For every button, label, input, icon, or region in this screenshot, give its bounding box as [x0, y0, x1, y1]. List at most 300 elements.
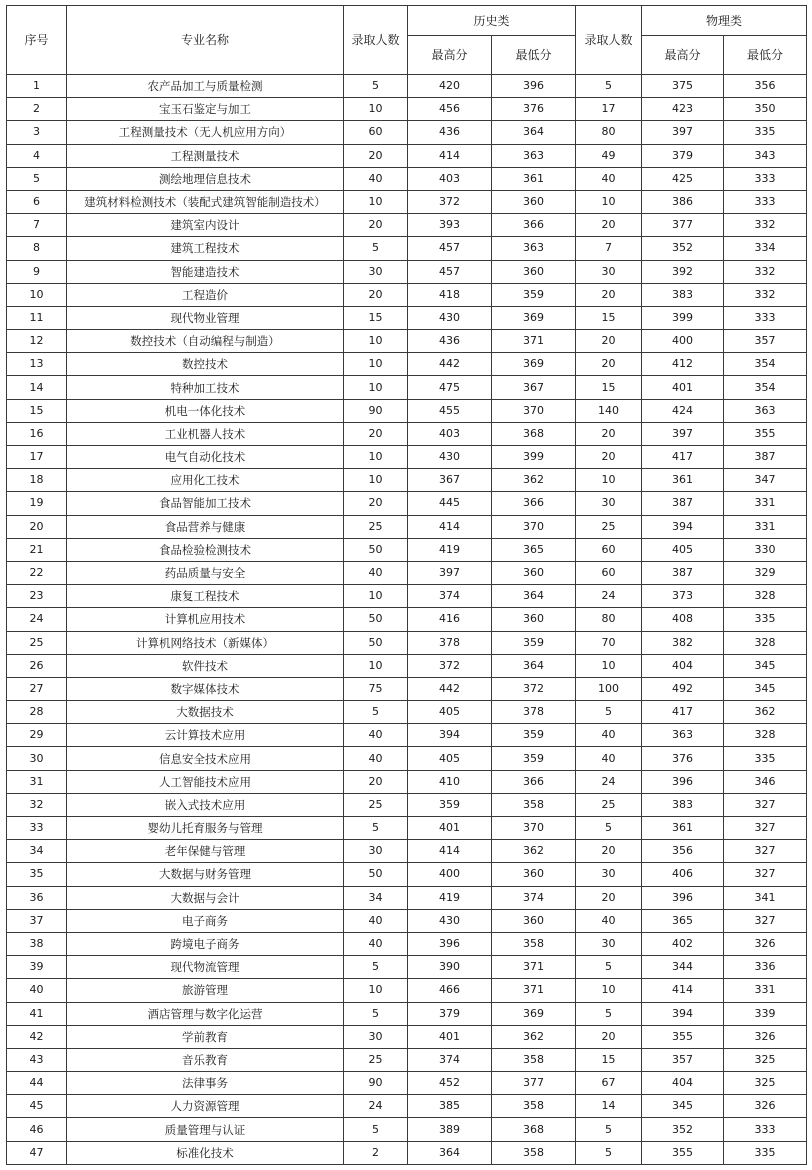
physics-max-cell: 404 — [642, 654, 724, 677]
seq-cell: 19 — [7, 492, 67, 515]
history-admitted-cell: 10 — [344, 469, 408, 492]
physics-min-cell: 327 — [724, 863, 807, 886]
header-history-group: 历史类 — [408, 6, 576, 36]
seq-cell: 12 — [7, 330, 67, 353]
history-max-cell: 457 — [408, 260, 492, 283]
seq-cell: 31 — [7, 770, 67, 793]
table-row — [7, 144, 807, 167]
table-row — [7, 608, 807, 631]
table-row — [7, 886, 807, 909]
history-max-cell: 394 — [408, 724, 492, 747]
history-admitted-cell: 5 — [344, 817, 408, 840]
physics-min-cell: 325 — [724, 1072, 807, 1095]
history-admitted-cell: 50 — [344, 631, 408, 654]
major-name-cell: 食品检验检测技术 — [67, 538, 344, 561]
history-max-cell: 456 — [408, 98, 492, 121]
major-name-cell: 大数据技术 — [67, 701, 344, 724]
history-admitted-cell: 75 — [344, 677, 408, 700]
physics-admitted-cell: 40 — [576, 909, 642, 932]
table-row — [7, 677, 807, 700]
physics-min-cell: 327 — [724, 909, 807, 932]
physics-max-cell: 373 — [642, 585, 724, 608]
major-name-cell: 音乐教育 — [67, 1048, 344, 1071]
physics-admitted-cell: 30 — [576, 492, 642, 515]
physics-max-cell: 345 — [642, 1095, 724, 1118]
major-name-cell: 法律事务 — [67, 1072, 344, 1095]
history-min-cell: 364 — [492, 121, 576, 144]
major-name-cell: 大数据与会计 — [67, 886, 344, 909]
physics-min-cell: 332 — [724, 214, 807, 237]
physics-max-cell: 417 — [642, 446, 724, 469]
history-admitted-cell: 20 — [344, 144, 408, 167]
major-name-cell: 计算机应用技术 — [67, 608, 344, 631]
table-row — [7, 1048, 807, 1071]
table-row — [7, 1095, 807, 1118]
history-admitted-cell: 5 — [344, 75, 408, 98]
physics-min-cell: 331 — [724, 515, 807, 538]
physics-admitted-cell: 80 — [576, 608, 642, 631]
seq-cell: 23 — [7, 585, 67, 608]
history-admitted-cell: 25 — [344, 1048, 408, 1071]
major-name-cell: 嵌入式技术应用 — [67, 793, 344, 816]
seq-cell: 39 — [7, 956, 67, 979]
physics-max-cell: 396 — [642, 886, 724, 909]
table-row — [7, 817, 807, 840]
physics-min-cell: 327 — [724, 840, 807, 863]
physics-admitted-cell: 20 — [576, 330, 642, 353]
major-name-cell: 老年保健与管理 — [67, 840, 344, 863]
table-row — [7, 1118, 807, 1141]
history-min-cell: 365 — [492, 538, 576, 561]
physics-min-cell: 329 — [724, 561, 807, 584]
physics-admitted-cell: 20 — [576, 283, 642, 306]
seq-cell: 11 — [7, 306, 67, 329]
physics-min-cell: 331 — [724, 492, 807, 515]
history-min-cell: 360 — [492, 909, 576, 932]
history-admitted-cell: 40 — [344, 747, 408, 770]
physics-admitted-cell: 5 — [576, 817, 642, 840]
history-min-cell: 372 — [492, 677, 576, 700]
history-admitted-cell: 30 — [344, 1025, 408, 1048]
seq-cell: 18 — [7, 469, 67, 492]
table-row — [7, 353, 807, 376]
seq-cell: 41 — [7, 1002, 67, 1025]
header-physics-admitted: 录取人数 — [576, 6, 642, 75]
major-name-cell: 人力资源管理 — [67, 1095, 344, 1118]
history-min-cell: 367 — [492, 376, 576, 399]
physics-min-cell: 355 — [724, 422, 807, 445]
physics-admitted-cell: 20 — [576, 1025, 642, 1048]
physics-max-cell: 361 — [642, 469, 724, 492]
history-min-cell: 362 — [492, 840, 576, 863]
seq-cell: 28 — [7, 701, 67, 724]
history-min-cell: 359 — [492, 724, 576, 747]
physics-admitted-cell: 5 — [576, 1141, 642, 1164]
table-row — [7, 214, 807, 237]
seq-cell: 35 — [7, 863, 67, 886]
physics-admitted-cell: 25 — [576, 793, 642, 816]
table-row — [7, 306, 807, 329]
header-physics-min: 最低分 — [724, 36, 807, 75]
history-admitted-cell: 40 — [344, 909, 408, 932]
history-max-cell: 378 — [408, 631, 492, 654]
physics-max-cell: 406 — [642, 863, 724, 886]
major-name-cell: 数控技术 — [67, 353, 344, 376]
physics-max-cell: 352 — [642, 1118, 724, 1141]
physics-min-cell: 387 — [724, 446, 807, 469]
table-row — [7, 1002, 807, 1025]
history-admitted-cell: 5 — [344, 701, 408, 724]
physics-admitted-cell: 40 — [576, 167, 642, 190]
table-row — [7, 863, 807, 886]
physics-min-cell: 347 — [724, 469, 807, 492]
table-row — [7, 492, 807, 515]
physics-min-cell: 335 — [724, 1141, 807, 1164]
history-min-cell: 370 — [492, 817, 576, 840]
physics-max-cell: 377 — [642, 214, 724, 237]
seq-cell: 26 — [7, 654, 67, 677]
major-name-cell: 数字媒体技术 — [67, 677, 344, 700]
history-min-cell: 358 — [492, 1095, 576, 1118]
table-row — [7, 98, 807, 121]
history-admitted-cell: 5 — [344, 956, 408, 979]
history-admitted-cell: 2 — [344, 1141, 408, 1164]
major-name-cell: 康复工程技术 — [67, 585, 344, 608]
physics-max-cell: 387 — [642, 492, 724, 515]
major-name-cell: 学前教育 — [67, 1025, 344, 1048]
seq-cell: 20 — [7, 515, 67, 538]
history-admitted-cell: 90 — [344, 399, 408, 422]
physics-max-cell: 408 — [642, 608, 724, 631]
history-min-cell: 358 — [492, 1141, 576, 1164]
history-max-cell: 445 — [408, 492, 492, 515]
physics-min-cell: 334 — [724, 237, 807, 260]
table-row — [7, 260, 807, 283]
history-admitted-cell: 10 — [344, 98, 408, 121]
table-row — [7, 330, 807, 353]
history-max-cell: 364 — [408, 1141, 492, 1164]
history-max-cell: 401 — [408, 817, 492, 840]
physics-max-cell: 492 — [642, 677, 724, 700]
history-min-cell: 359 — [492, 631, 576, 654]
major-name-cell: 标准化技术 — [67, 1141, 344, 1164]
history-min-cell: 371 — [492, 956, 576, 979]
major-name-cell: 婴幼儿托育服务与管理 — [67, 817, 344, 840]
history-max-cell: 418 — [408, 283, 492, 306]
major-name-cell: 跨境电子商务 — [67, 932, 344, 955]
table-row — [7, 956, 807, 979]
history-max-cell: 405 — [408, 747, 492, 770]
seq-cell: 33 — [7, 817, 67, 840]
history-max-cell: 419 — [408, 886, 492, 909]
physics-admitted-cell: 40 — [576, 747, 642, 770]
seq-cell: 47 — [7, 1141, 67, 1164]
history-max-cell: 397 — [408, 561, 492, 584]
history-min-cell: 368 — [492, 422, 576, 445]
major-name-cell: 农产品加工与质量检测 — [67, 75, 344, 98]
history-admitted-cell: 40 — [344, 167, 408, 190]
physics-max-cell: 387 — [642, 561, 724, 584]
physics-admitted-cell: 24 — [576, 585, 642, 608]
physics-min-cell: 332 — [724, 283, 807, 306]
physics-admitted-cell: 17 — [576, 98, 642, 121]
seq-cell: 16 — [7, 422, 67, 445]
history-min-cell: 360 — [492, 863, 576, 886]
header-seq: 序号 — [7, 6, 67, 75]
history-max-cell: 430 — [408, 306, 492, 329]
history-min-cell: 363 — [492, 237, 576, 260]
history-admitted-cell: 20 — [344, 283, 408, 306]
history-admitted-cell: 10 — [344, 979, 408, 1002]
history-max-cell: 359 — [408, 793, 492, 816]
major-name-cell: 现代物业管理 — [67, 306, 344, 329]
seq-cell: 3 — [7, 121, 67, 144]
major-name-cell: 电气自动化技术 — [67, 446, 344, 469]
seq-cell: 10 — [7, 283, 67, 306]
table-row — [7, 1141, 807, 1164]
physics-admitted-cell: 20 — [576, 446, 642, 469]
table-row — [7, 121, 807, 144]
physics-max-cell: 383 — [642, 283, 724, 306]
physics-min-cell: 345 — [724, 677, 807, 700]
physics-max-cell: 352 — [642, 237, 724, 260]
physics-max-cell: 423 — [642, 98, 724, 121]
table-row — [7, 283, 807, 306]
physics-max-cell: 396 — [642, 770, 724, 793]
physics-admitted-cell: 24 — [576, 770, 642, 793]
history-admitted-cell: 5 — [344, 1118, 408, 1141]
history-max-cell: 372 — [408, 190, 492, 213]
physics-min-cell: 332 — [724, 260, 807, 283]
physics-max-cell: 400 — [642, 330, 724, 353]
table-row — [7, 167, 807, 190]
history-max-cell: 436 — [408, 330, 492, 353]
table-row — [7, 190, 807, 213]
seq-cell: 9 — [7, 260, 67, 283]
table-row — [7, 515, 807, 538]
physics-max-cell: 375 — [642, 75, 724, 98]
table-row — [7, 1072, 807, 1095]
physics-admitted-cell: 70 — [576, 631, 642, 654]
history-min-cell: 358 — [492, 932, 576, 955]
physics-admitted-cell: 10 — [576, 654, 642, 677]
history-max-cell: 374 — [408, 585, 492, 608]
history-min-cell: 374 — [492, 886, 576, 909]
history-min-cell: 360 — [492, 608, 576, 631]
major-name-cell: 电子商务 — [67, 909, 344, 932]
table-row — [7, 469, 807, 492]
table-row — [7, 631, 807, 654]
history-min-cell: 360 — [492, 561, 576, 584]
physics-admitted-cell: 67 — [576, 1072, 642, 1095]
history-min-cell: 362 — [492, 469, 576, 492]
major-name-cell: 建筑工程技术 — [67, 237, 344, 260]
physics-admitted-cell: 100 — [576, 677, 642, 700]
physics-admitted-cell: 30 — [576, 260, 642, 283]
history-min-cell: 370 — [492, 515, 576, 538]
physics-min-cell: 328 — [724, 585, 807, 608]
header-physics-group: 物理类 — [642, 6, 807, 36]
seq-cell: 29 — [7, 724, 67, 747]
history-min-cell: 363 — [492, 144, 576, 167]
physics-min-cell: 327 — [724, 817, 807, 840]
history-max-cell: 455 — [408, 399, 492, 422]
physics-min-cell: 328 — [724, 724, 807, 747]
history-admitted-cell: 20 — [344, 214, 408, 237]
table-body — [7, 75, 807, 1165]
table-row — [7, 793, 807, 816]
history-max-cell: 452 — [408, 1072, 492, 1095]
history-min-cell: 368 — [492, 1118, 576, 1141]
history-min-cell: 359 — [492, 283, 576, 306]
history-max-cell: 414 — [408, 840, 492, 863]
physics-max-cell: 392 — [642, 260, 724, 283]
table-row — [7, 561, 807, 584]
history-min-cell: 358 — [492, 793, 576, 816]
physics-min-cell: 356 — [724, 75, 807, 98]
physics-min-cell: 330 — [724, 538, 807, 561]
seq-cell: 2 — [7, 98, 67, 121]
major-name-cell: 测绘地理信息技术 — [67, 167, 344, 190]
history-min-cell: 369 — [492, 353, 576, 376]
major-name-cell: 工程测量技术（无人机应用方向） — [67, 121, 344, 144]
history-max-cell: 419 — [408, 538, 492, 561]
history-max-cell: 396 — [408, 932, 492, 955]
history-min-cell: 369 — [492, 1002, 576, 1025]
history-admitted-cell: 90 — [344, 1072, 408, 1095]
seq-cell: 14 — [7, 376, 67, 399]
history-admitted-cell: 30 — [344, 260, 408, 283]
history-min-cell: 371 — [492, 979, 576, 1002]
major-name-cell: 质量管理与认证 — [67, 1118, 344, 1141]
major-name-cell: 应用化工技术 — [67, 469, 344, 492]
physics-admitted-cell: 5 — [576, 701, 642, 724]
physics-admitted-cell: 80 — [576, 121, 642, 144]
table-row — [7, 399, 807, 422]
physics-admitted-cell: 14 — [576, 1095, 642, 1118]
physics-max-cell: 379 — [642, 144, 724, 167]
history-max-cell: 442 — [408, 353, 492, 376]
physics-min-cell: 335 — [724, 121, 807, 144]
history-min-cell: 361 — [492, 167, 576, 190]
physics-admitted-cell: 60 — [576, 538, 642, 561]
header-major-name: 专业名称 — [67, 6, 344, 75]
history-max-cell: 389 — [408, 1118, 492, 1141]
physics-admitted-cell: 7 — [576, 237, 642, 260]
physics-admitted-cell: 15 — [576, 306, 642, 329]
history-admitted-cell: 10 — [344, 190, 408, 213]
major-name-cell: 旅游管理 — [67, 979, 344, 1002]
seq-cell: 7 — [7, 214, 67, 237]
table-row — [7, 376, 807, 399]
seq-cell: 36 — [7, 886, 67, 909]
physics-min-cell: 333 — [724, 167, 807, 190]
physics-admitted-cell: 15 — [576, 1048, 642, 1071]
history-max-cell: 436 — [408, 121, 492, 144]
seq-cell: 44 — [7, 1072, 67, 1095]
history-admitted-cell: 50 — [344, 608, 408, 631]
history-max-cell: 374 — [408, 1048, 492, 1071]
physics-max-cell: 402 — [642, 932, 724, 955]
physics-max-cell: 376 — [642, 747, 724, 770]
table-row — [7, 1025, 807, 1048]
physics-max-cell: 412 — [642, 353, 724, 376]
history-max-cell: 410 — [408, 770, 492, 793]
history-min-cell: 360 — [492, 190, 576, 213]
table-row — [7, 747, 807, 770]
seq-cell: 38 — [7, 932, 67, 955]
history-max-cell: 385 — [408, 1095, 492, 1118]
physics-min-cell: 326 — [724, 1025, 807, 1048]
history-min-cell: 359 — [492, 747, 576, 770]
physics-min-cell: 335 — [724, 747, 807, 770]
physics-admitted-cell: 5 — [576, 75, 642, 98]
history-min-cell: 366 — [492, 770, 576, 793]
table-row — [7, 538, 807, 561]
physics-min-cell: 333 — [724, 1118, 807, 1141]
major-name-cell: 工程造价 — [67, 283, 344, 306]
history-admitted-cell: 34 — [344, 886, 408, 909]
header-history-max: 最高分 — [408, 36, 492, 75]
physics-max-cell: 424 — [642, 399, 724, 422]
history-min-cell: 376 — [492, 98, 576, 121]
history-max-cell: 430 — [408, 446, 492, 469]
table-row — [7, 654, 807, 677]
history-admitted-cell: 30 — [344, 840, 408, 863]
history-max-cell: 405 — [408, 701, 492, 724]
seq-cell: 13 — [7, 353, 67, 376]
major-name-cell: 机电一体化技术 — [67, 399, 344, 422]
seq-cell: 34 — [7, 840, 67, 863]
physics-min-cell: 326 — [724, 1095, 807, 1118]
major-name-cell: 数控技术（自动编程与制造） — [67, 330, 344, 353]
history-admitted-cell: 40 — [344, 724, 408, 747]
physics-max-cell: 405 — [642, 538, 724, 561]
physics-max-cell: 399 — [642, 306, 724, 329]
seq-cell: 22 — [7, 561, 67, 584]
seq-cell: 8 — [7, 237, 67, 260]
table-row — [7, 770, 807, 793]
physics-min-cell: 343 — [724, 144, 807, 167]
seq-cell: 30 — [7, 747, 67, 770]
seq-cell: 40 — [7, 979, 67, 1002]
physics-admitted-cell: 60 — [576, 561, 642, 584]
major-name-cell: 宝玉石鉴定与加工 — [67, 98, 344, 121]
physics-max-cell: 382 — [642, 631, 724, 654]
physics-min-cell: 336 — [724, 956, 807, 979]
physics-admitted-cell: 20 — [576, 840, 642, 863]
history-admitted-cell: 24 — [344, 1095, 408, 1118]
seq-cell: 1 — [7, 75, 67, 98]
history-admitted-cell: 5 — [344, 1002, 408, 1025]
history-admitted-cell: 10 — [344, 446, 408, 469]
seq-cell: 32 — [7, 793, 67, 816]
history-min-cell: 399 — [492, 446, 576, 469]
history-max-cell: 416 — [408, 608, 492, 631]
physics-min-cell: 327 — [724, 793, 807, 816]
history-max-cell: 367 — [408, 469, 492, 492]
physics-max-cell: 355 — [642, 1025, 724, 1048]
seq-cell: 46 — [7, 1118, 67, 1141]
physics-max-cell: 383 — [642, 793, 724, 816]
history-admitted-cell: 60 — [344, 121, 408, 144]
history-max-cell: 466 — [408, 979, 492, 1002]
history-admitted-cell: 20 — [344, 492, 408, 515]
history-max-cell: 430 — [408, 909, 492, 932]
physics-max-cell: 365 — [642, 909, 724, 932]
physics-admitted-cell: 20 — [576, 422, 642, 445]
physics-min-cell: 325 — [724, 1048, 807, 1071]
